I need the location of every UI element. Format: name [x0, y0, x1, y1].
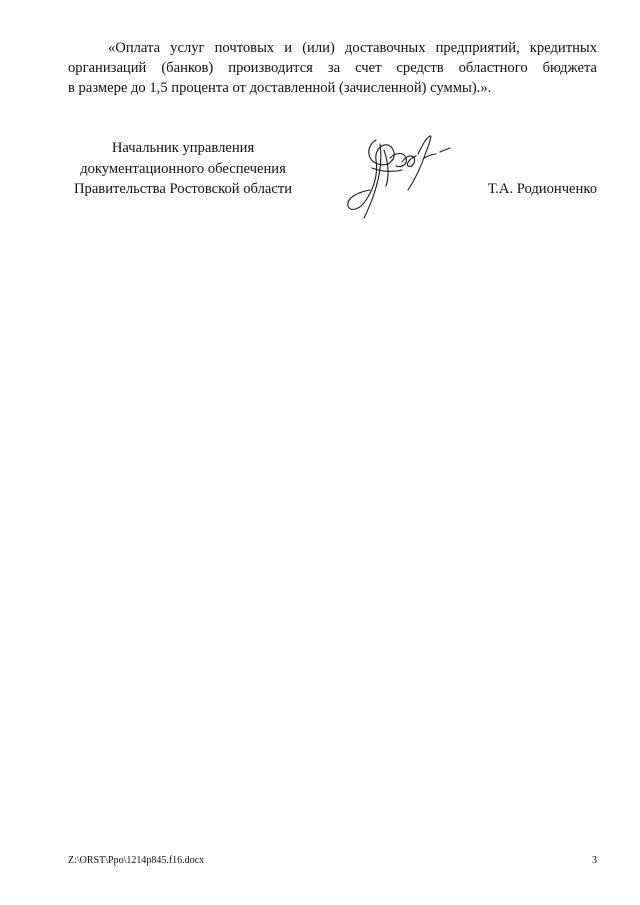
signatory-title-line: Начальник управления [111, 140, 255, 156]
signatory-title-line: Правительства Ростовской области [73, 181, 293, 197]
paragraph-line: «Оплата услуг почтовых и (или) доставочных предприятий, кредитных [108, 40, 597, 56]
handwritten-signature [336, 128, 466, 228]
page-number: 3 [592, 855, 597, 866]
signatory-title [68, 138, 298, 200]
paragraph-line: в размере до 1,5 процента от доставленной (зачисленной) суммы).». [68, 80, 492, 97]
signatory-title-line: документационного обеспечения [80, 160, 286, 177]
paragraph-line: организаций (банков) производится за счет средств областного бюджета [68, 60, 597, 77]
signatory-name: Т.А. Родионченко [487, 181, 597, 197]
amendment-paragraph [68, 38, 597, 99]
footer-file-path: Z:\ORST\Ppo\1214p845.f16.docx [68, 855, 205, 866]
